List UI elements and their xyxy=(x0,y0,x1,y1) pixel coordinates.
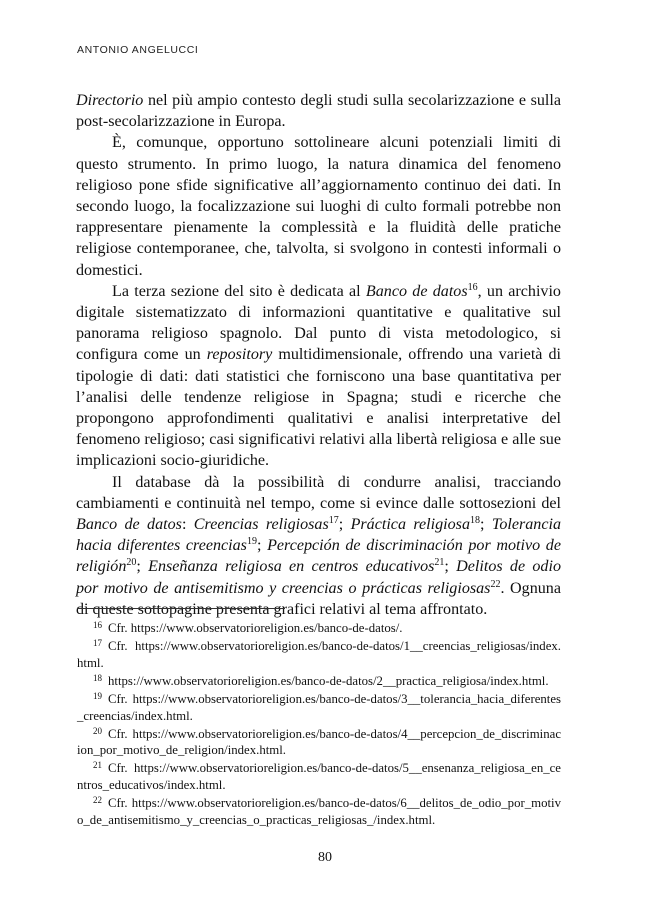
footnote-text: https://www.observatorioreligion.es/banco-de-datos/2__practica_religiosa/index.html. xyxy=(108,673,549,688)
page-number: 80 xyxy=(318,850,332,865)
footnote-number: 19 xyxy=(93,690,102,701)
paragraph: È, comunque, opportuno sottolineare alcuni potenziali limiti di questo strumento. In primo luogo, la natura dinamica del fenomeno religioso pone sfide significative all’aggiornamento continuo dei dati. In secondo luogo, la focalizzazione sui luoghi di culto formali potrebbe non rappresentare pienamente la complessità e la fluidità delle pratiche religiose contemporanee, che, talvolta, si svolgono in contesti informali o domestici. xyxy=(76,134,561,279)
footnote-number: 20 xyxy=(93,725,102,736)
body-text xyxy=(76,90,561,620)
footnote-separator xyxy=(77,608,285,609)
footnote xyxy=(77,760,561,794)
footnote-number: 16 xyxy=(93,620,102,630)
footnote xyxy=(77,620,561,637)
footnote-text: Cfr. https://www.observatorioreligion.es/banco-de-datos/4__percepcion_de_discriminacion_por_motivo_de_religion/index.html. xyxy=(77,726,561,758)
footnote-text: Cfr. https://www.observatorioreligion.es/banco-de-datos/6__delitos_de_odio_por_motivo_de_antisemitismo_y_creencias_o_practicas_religiosas_/index.html. xyxy=(77,796,561,827)
footnote xyxy=(77,795,561,829)
footnote xyxy=(77,691,561,725)
footnote-number: 21 xyxy=(93,760,102,771)
footnote-number: 22 xyxy=(93,795,102,806)
footnote-text: Cfr. https://www.observatorioreligion.es/banco-de-datos/. xyxy=(108,621,403,635)
footnote-text: Cfr. https://www.observatorioreligion.es/banco-de-datos/5__ensenanza_religiosa_en_centros_educativos/index.html. xyxy=(77,761,561,793)
footnote-text: Cfr. https://www.observatorioreligion.es/banco-de-datos/3__tolerancia_hacia_diferentes_creencias/index.html. xyxy=(77,691,561,723)
footnote xyxy=(77,726,561,760)
running-header: ANTONIO ANGELUCCI xyxy=(77,44,199,56)
paragraph: Directorio nel più ampio contesto degli studi sulla secolarizzazione e sulla post-secolarizzazione in Europa. xyxy=(76,92,561,131)
footnote xyxy=(77,638,561,672)
paragraph: La terza sezione del sito è dedicata al Banco de datos$^{16}$, un archivio digitale sistematizzato di informazioni quantitative e qualitative sul panorama religioso spagnolo. Dal punto di vista metodologico, si configura come un repository multidimensionale, offrendo una varietà di tipologie di dati: dati statistici che forniscono una base quantitativa per l’analisi delle tendenze religiose in Spagna; studi e ricerche che propongono approfondimenti qualitativi e analisi interpretative del fenomeno religioso; casi significativi relativi alla libertà religiosa e alle sue implicazioni socio-giuridiche. xyxy=(76,281,561,470)
paragraph: Il database dà la possibilità di condurre analisi, tracciando cambiamenti e continuità nel tempo, come si evince dalle sottosezioni del Banco de datos: Creencias religiosas$^{17}$; Práctica religiosa$^{18}$; Tolerancia hacia diferentes creencias$^{19}$; Percepción de discriminación por motivo de religión$^{20}$; Enseñanza religiosa en centros educativos$^{21}$; Delitos de odio por motivo de antisemitismo y creencias o prácticas religiosas$^{22}$. Ognuna di queste sottopagine presenta grafici relativi al tema affrontato. xyxy=(76,473,562,618)
footnotes xyxy=(77,620,561,830)
footnote-text: Cfr. https://www.observatorioreligion.es/banco-de-datos/1__creencias_religiosas/index.html. xyxy=(77,638,561,670)
footnote-number: 17 xyxy=(93,637,102,648)
footnote-number: 18 xyxy=(93,672,102,683)
footnote xyxy=(77,673,561,690)
